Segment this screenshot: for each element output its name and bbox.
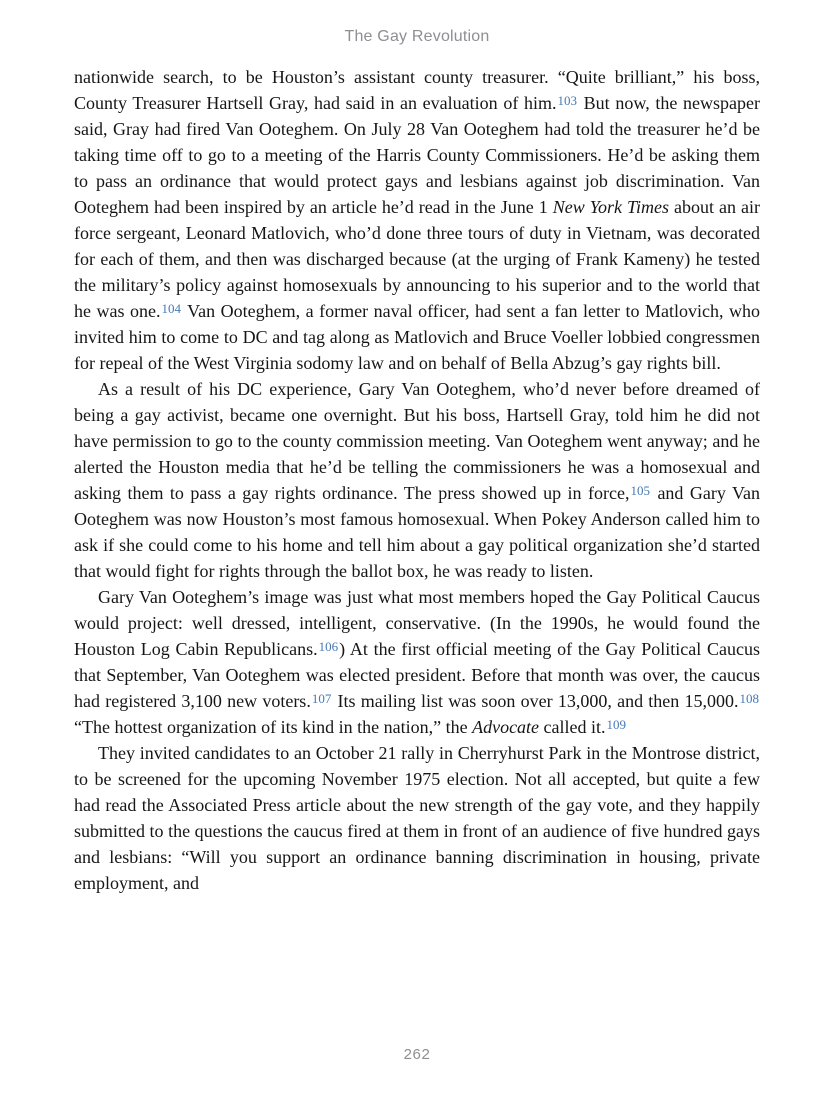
text-run: As a result of his DC experience, Gary Van Ooteghem, who’d never before dreamed of being a gay activist, became one overnight. But his boss, Hartsell Gray, told him he did not have permission to go to the county commission meeting. Van Ooteghem went anyway; and he alerted the Houston media that he’d be telling the commissioners he was a homosexual and asking them to pass a gay rights ordinance. The press showed up in force,: [74, 379, 760, 503]
text-run: nationwide search, to be Houston’s assistant county treasurer. “Quite brilliant,” his boss, County Treasurer Hartsell Gray, had said in an evaluation of him.: [74, 67, 760, 113]
footnote-ref[interactable]: 105: [630, 483, 650, 498]
text-run: “The hottest organization of its kind in the nation,” the: [74, 717, 473, 737]
text-run: Gary Van Ooteghem’s image was just what most members hoped the Gay Political Caucus would project: well dressed, intelligent, conservative. (In the 1990s, he would found the Houston Log Cabin Republicans.: [74, 587, 760, 659]
paragraph: [74, 376, 760, 584]
text-run: ) At the first official meeting of the Gay Political Caucus that September, Van Ooteghem was elected president. Before that month was over, the caucus had registered 3,100 new voters.: [74, 639, 760, 711]
footnote-ref[interactable]: 108: [739, 691, 759, 706]
text-run: Its mailing list was soon over 13,000, and then 15,000.: [332, 691, 739, 711]
footnote-ref[interactable]: 109: [606, 717, 627, 732]
footnote-ref[interactable]: 107: [311, 691, 332, 706]
text-run: Van Ooteghem, a former naval officer, had sent a fan letter to Matlovich, who invited him to come to DC and tag along as Matlovich and Bruce Voeller lobbied congressmen for repeal of the West Virginia sodomy law and on behalf of Bella Abzug’s gay rights bill.: [74, 301, 760, 373]
footnote-ref[interactable]: 106: [318, 639, 339, 654]
paragraph: [74, 584, 760, 740]
book-text: [74, 64, 760, 896]
text-run: They invited candidates to an October 21 rally in Cherryhurst Park in the Montrose district, to be screened for the upcoming November 1975 election. Not all accepted, but quite a few had read the Associated Press article about the new strength of the gay vote, and they happily submitted to the questions the caucus fired at them in front of an audience of five hundred gays and lesbians: “Will you support an ordinance banning discrimination in housing, private employment, and: [74, 743, 760, 893]
paragraph: [74, 740, 760, 896]
paragraph: [74, 64, 760, 376]
italic-text: Advocate: [472, 717, 540, 737]
text-run: But now, the newspaper said, Gray had fired Van Ooteghem. On July 28 Van Ooteghem had told the treasurer he’d be taking time off to go to a meeting of the Harris County Commissioners. He’d be asking them to pass an ordinance that would protect gays and lesbians against job discrimination. Van Ooteghem had been inspired by an article he’d read in the June 1: [74, 93, 760, 217]
footnote-ref[interactable]: 104: [161, 301, 181, 316]
page-number: 262: [403, 1046, 431, 1063]
text-run: called it.: [539, 717, 606, 737]
running-header-title: The Gay Revolution: [344, 28, 490, 45]
text-run: about an air force sergeant, Leonard Matlovich, who’d done three tours of duty in Vietnam, was decorated for each of them, and then was discharged because (at the urging of Frank Kameny) he tested the military’s policy against homosexuals by announcing to his superior and to the world that he was one.: [74, 197, 760, 321]
footnote-ref[interactable]: 103: [557, 93, 577, 108]
italic-text: New York Times: [552, 197, 670, 217]
text-run: and Gary Van Ooteghem was now Houston’s most famous homosexual. When Pokey Anderson called him to ask if she could come to his home and tell him about a gay political organization she’d started that would fight for rights through the ballot box, he was ready to listen.: [74, 483, 760, 581]
